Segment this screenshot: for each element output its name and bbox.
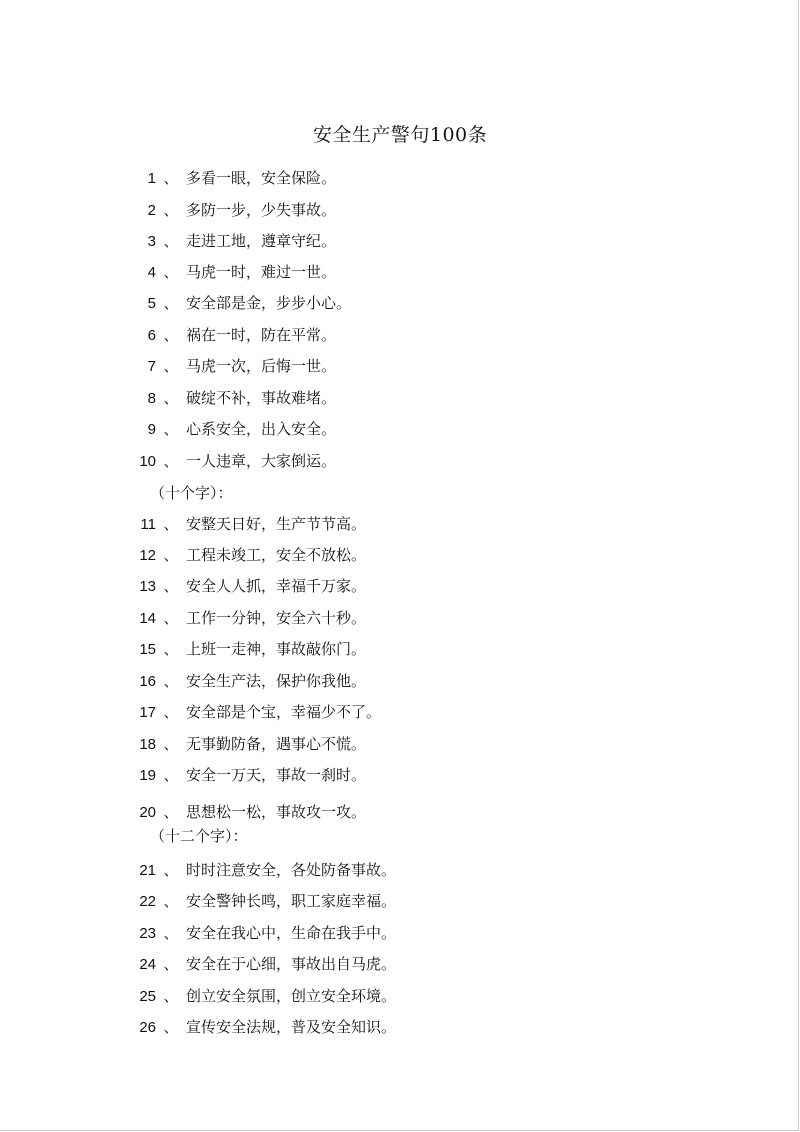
list-item	[132, 418, 336, 440]
item-text: 安全在于心细，事故出自马虎。	[186, 955, 397, 973]
list-item	[132, 450, 336, 472]
item-separator: 、	[163, 201, 179, 219]
list-item	[132, 890, 396, 912]
list-item	[132, 607, 366, 629]
item-separator: 、	[163, 263, 179, 281]
item-text: 宣传安全法规，普及安全知识。	[186, 1018, 397, 1036]
item-number: 21	[139, 862, 156, 879]
item-text: 多看一眼，安全保险。	[186, 169, 337, 187]
item-separator: 、	[163, 232, 179, 250]
item-number: 19	[139, 767, 156, 784]
item-separator: 、	[163, 1018, 179, 1036]
item-text: 走进工地，遵章守纪。	[186, 232, 337, 250]
list-item	[132, 985, 396, 1007]
list-item	[132, 387, 336, 409]
list-item	[132, 324, 336, 346]
item-separator: 、	[163, 987, 179, 1005]
list-item	[132, 701, 381, 723]
item-separator: 、	[163, 609, 179, 627]
list-item	[132, 167, 336, 189]
item-text: 心系安全，出入安全。	[186, 420, 337, 438]
item-number: 4	[147, 264, 156, 281]
item-separator: 、	[163, 766, 179, 784]
item-number: 1	[147, 170, 156, 187]
list-item	[132, 230, 336, 252]
item-text: 安整天日好，生产节节高。	[186, 515, 367, 533]
item-text: 安全一万天，事故一刹时。	[186, 766, 367, 784]
list-item	[132, 859, 396, 881]
item-text: 工程未竣工，安全不放松。	[186, 546, 367, 564]
document-title: 安全生产警句100条	[312, 124, 488, 146]
item-separator: 、	[163, 357, 179, 375]
item-text: 祸在一时，防在平常。	[186, 326, 337, 344]
list-item	[132, 670, 366, 692]
item-number: 6	[147, 327, 156, 344]
list-item	[132, 801, 366, 823]
item-number: 2	[147, 202, 156, 219]
item-number: 3	[147, 233, 156, 250]
item-number: 15	[139, 641, 156, 658]
item-text: 安全在我心中，生命在我手中。	[186, 924, 397, 942]
item-number: 20	[139, 804, 156, 821]
list-item	[132, 764, 366, 786]
item-separator: 、	[163, 924, 179, 942]
item-number: 13	[139, 578, 156, 595]
item-text: 安全部是个宝，幸福少不了。	[186, 703, 382, 721]
item-separator: 、	[163, 892, 179, 910]
item-number: 11	[140, 516, 156, 533]
item-separator: 、	[163, 452, 179, 470]
list-item	[132, 544, 366, 566]
item-text: 思想松一松，事故攻一攻。	[186, 803, 367, 821]
item-number: 5	[147, 295, 156, 312]
item-number: 18	[139, 736, 156, 753]
item-text: 破绽不补，事故难堵。	[186, 389, 337, 407]
list-item	[132, 513, 366, 535]
list-item	[132, 355, 336, 377]
item-number: 16	[139, 673, 156, 690]
item-separator: 、	[163, 326, 179, 344]
item-separator: 、	[163, 640, 179, 658]
item-text: 上班一走神，事故敲你门。	[186, 640, 367, 658]
list-item	[132, 922, 396, 944]
item-text: 时时注意安全，各处防备事故。	[186, 861, 397, 879]
item-number: 17	[139, 704, 156, 721]
list-item	[132, 1016, 396, 1038]
list-item	[132, 261, 336, 283]
item-text: 无事勤防备，遇事心不慌。	[186, 735, 367, 753]
item-text: 一人违章，大家倒运。	[186, 452, 337, 470]
item-text: 安全部是金，步步小心。	[186, 294, 352, 312]
item-separator: 、	[163, 861, 179, 879]
list-item	[132, 199, 336, 221]
item-number: 10	[139, 453, 156, 470]
item-text: 马虎一次，后悔一世。	[186, 357, 337, 375]
item-number: 23	[139, 925, 156, 942]
item-separator: 、	[163, 515, 179, 533]
item-number: 8	[147, 390, 156, 407]
list-item	[132, 638, 366, 660]
item-separator: 、	[163, 803, 179, 821]
item-number: 24	[139, 956, 156, 973]
item-text: 创立安全氛围，创立安全环境。	[186, 987, 397, 1005]
list-item	[132, 292, 351, 314]
list-item	[132, 953, 396, 975]
item-number: 14	[139, 610, 156, 627]
item-separator: 、	[163, 955, 179, 973]
item-separator: 、	[163, 546, 179, 564]
item-text: 多防一步，少失事故。	[186, 201, 337, 219]
section-heading-twelve-chars: （十二个字）：	[150, 827, 248, 845]
item-text: 马虎一时，难过一世。	[186, 263, 337, 281]
item-separator: 、	[163, 703, 179, 721]
item-separator: 、	[163, 577, 179, 595]
item-separator: 、	[163, 294, 179, 312]
list-item	[132, 575, 366, 597]
item-text: 安全人人抓，幸福千万家。	[186, 577, 367, 595]
item-number: 9	[147, 421, 156, 438]
item-number: 7	[147, 358, 156, 375]
list-item	[132, 733, 366, 755]
item-number: 22	[139, 893, 156, 910]
item-number: 12	[139, 547, 156, 564]
item-separator: 、	[163, 735, 179, 753]
item-number: 26	[139, 1019, 156, 1036]
item-text: 工作一分钟，安全六十秒。	[186, 609, 367, 627]
item-separator: 、	[163, 389, 179, 407]
item-number: 25	[139, 988, 156, 1005]
item-separator: 、	[163, 420, 179, 438]
item-separator: 、	[163, 169, 179, 187]
item-separator: 、	[163, 672, 179, 690]
item-text: 安全警钟长鸣，职工家庭幸福。	[186, 892, 397, 910]
section-heading-ten-chars: （十个字）：	[150, 484, 233, 502]
item-text: 安全生产法，保护你我他。	[186, 672, 367, 690]
